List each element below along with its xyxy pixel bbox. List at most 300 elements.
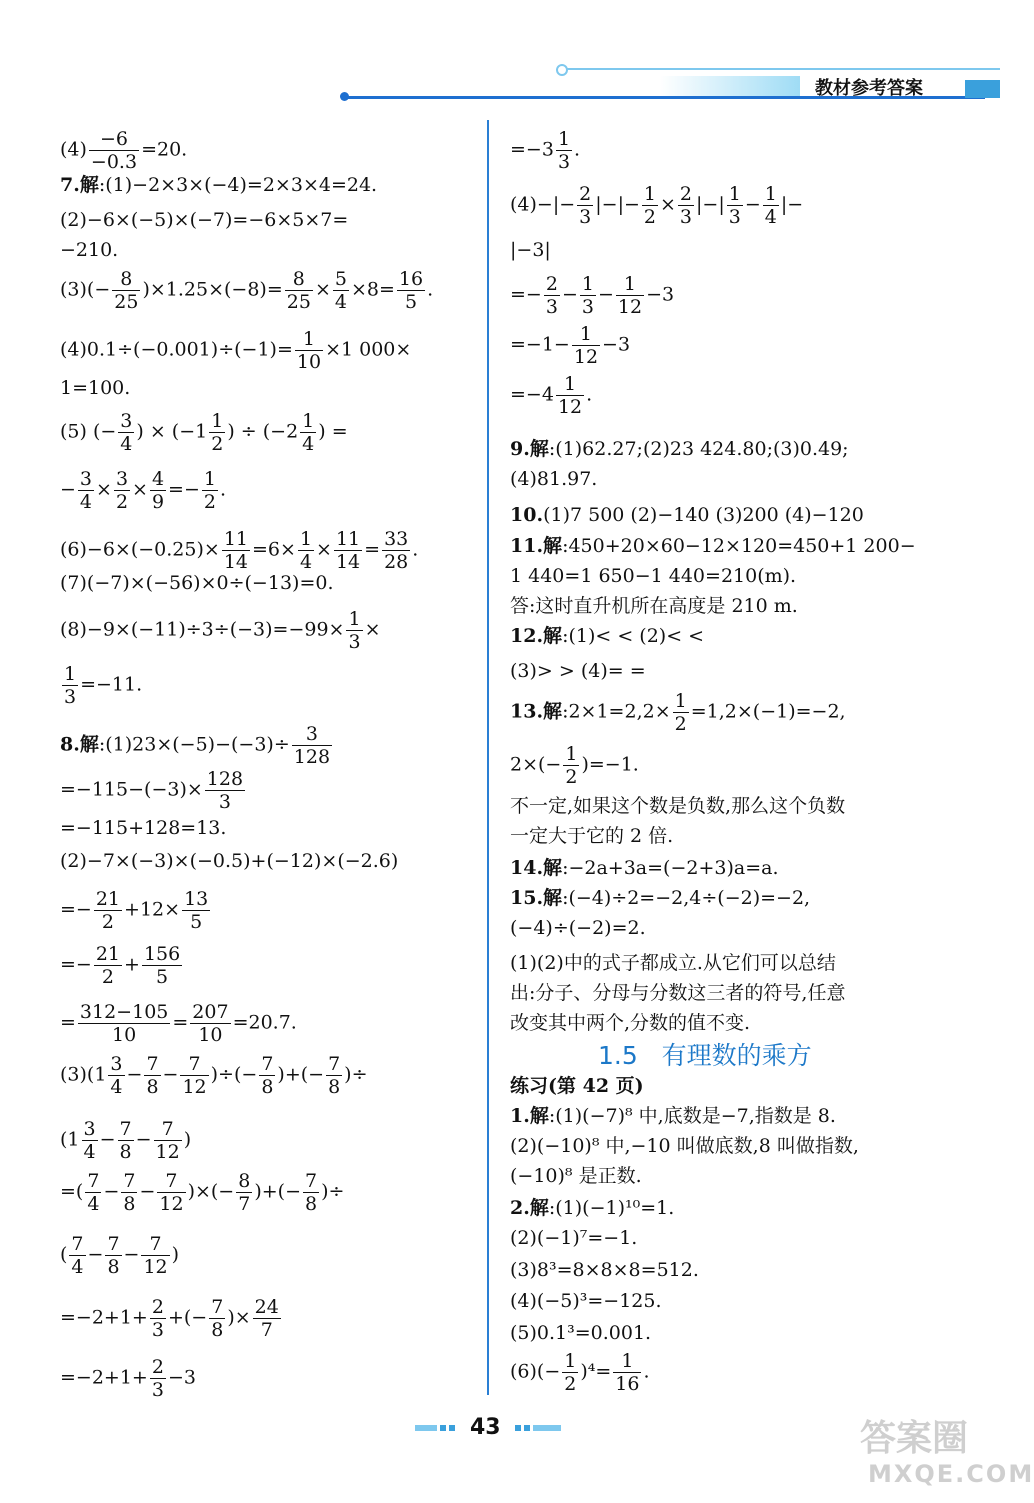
left-line [60,888,212,933]
denominator: 12 [557,396,583,418]
text-run: :(1)(−7)⁸ 中,底数是−7,指数是 8. [548,1105,836,1127]
numerator: 1 [203,468,216,490]
text-run: )÷ [321,1180,345,1203]
column-divider [487,120,489,1395]
text-run: × [96,478,112,501]
text-run: ) [171,1243,180,1266]
text-run: (5) (− [60,420,117,443]
numerator: 1 [295,328,323,351]
right-line [510,853,779,883]
denominator: 4 [764,206,777,228]
right-line [510,1161,642,1191]
fraction [580,273,596,318]
numerator: 7 [107,1233,120,1255]
fraction [78,1001,170,1046]
left-line [60,846,398,876]
right-line [510,1223,637,1253]
fraction [205,768,245,813]
text-run: )+(− [277,1063,325,1086]
text-run: × [132,478,148,501]
text-run: −3 [602,333,631,356]
denominator: 5 [190,911,203,933]
text-run: − [162,1063,179,1086]
right-line [510,591,798,621]
denominator: 8 [107,1256,120,1278]
text-run: =6× [252,538,296,561]
text-run: :(1)< < (2)< < [562,625,705,647]
fraction [577,183,593,228]
watermark-url: MXQE.COM [868,1460,1034,1488]
denominator: 7 [238,1193,251,1215]
header-title: 教材参考答案 [815,78,923,99]
text-run: (2)−7×(−3)×(−0.5)+(−12)×(−2.6) [60,850,399,872]
numerator: 1 [728,183,741,205]
numerator: 1 [299,528,313,550]
denominator: 4 [79,491,93,513]
text-run: +(− [167,1306,208,1329]
left-line [60,328,411,373]
problem-label: 9.解 [510,438,549,460]
denominator: 2 [115,491,129,513]
fraction [285,268,313,313]
numerator: 1 [211,410,224,432]
fraction [300,410,316,455]
denominator: 3 [218,791,231,813]
text-run: (2)−6×(−5)×(−7)=−6×5×7= [60,209,349,231]
header-block [965,80,1000,98]
numerator: 11 [223,528,248,550]
numerator: 128 [206,768,244,790]
numerator: 2 [151,1296,164,1318]
numerator: 11 [335,528,361,550]
denominator: 8 [119,1141,132,1163]
numerator: 2 [579,183,592,205]
text-run: =− [510,283,542,306]
text-run: = [364,538,381,561]
denominator: 3 [581,296,594,318]
numerator: 1 [616,273,644,296]
text-run: (2)(−10)⁸ 中,−10 叫做底数,8 叫做指数, [510,1135,859,1157]
fraction [259,1053,275,1098]
left-line [60,663,142,708]
left-line [60,568,334,598]
text-run: . [586,383,593,406]
numerator: 33 [384,528,409,550]
left-line [60,235,118,265]
numerator: 2 [151,1356,164,1378]
fraction [114,468,130,513]
numerator: 21 [95,888,121,910]
right-line [510,1101,836,1131]
numerator: 7 [261,1053,274,1075]
numerator: 2 [679,183,693,205]
fraction [295,328,323,373]
right-line [510,235,551,265]
header-dot [340,92,349,101]
right-line [510,1131,859,1161]
numerator: 21 [95,943,121,965]
denominator: 25 [286,291,311,313]
numerator: 1 [556,373,584,396]
fraction [150,1356,166,1401]
numerator: 2 [545,273,558,295]
fraction [563,743,579,788]
fraction [292,723,332,768]
right-line [510,273,674,318]
text-run: :(1)62.27;(2)23 424.80;(3)0.49; [548,438,849,460]
text-run: + [124,953,140,976]
text-run: =−11. [80,673,143,696]
denominator: 5 [404,291,418,313]
text-run: ×1 000× [325,338,412,361]
right-line [510,690,846,735]
fraction [382,528,410,573]
fraction [78,468,94,513]
fraction [82,1118,98,1163]
section-number: 1.5 [598,1041,638,1070]
text-run: . [574,138,581,161]
denominator: 8 [305,1193,318,1215]
text-run: . [643,1360,650,1383]
fraction [154,1118,182,1163]
numerator: 1 [643,183,656,205]
numerator: 207 [192,1001,229,1023]
fraction [142,943,182,988]
denominator: 3 [579,206,592,228]
right-line [510,373,592,418]
numerator: 7 [119,1118,132,1140]
text-run: =( [60,1180,84,1203]
numerator: 1 [613,1350,641,1373]
denominator: 8 [261,1076,274,1098]
right-line [510,434,849,464]
right-line [510,978,845,1008]
right-line [510,743,639,788]
text-run: − [123,1243,140,1266]
text-run: =−115−(−3)× [60,778,203,801]
right-line [510,1350,650,1395]
text-run: (4) [60,138,87,161]
fraction [209,1296,225,1341]
fraction [303,1170,319,1215]
text-run: |−| [696,193,725,216]
denominator: 14 [223,551,248,573]
numerator: 7 [123,1170,136,1192]
text-run: ) [183,1128,192,1151]
text-run: − [60,478,76,501]
fraction [144,1053,160,1098]
fraction [673,690,689,735]
right-line [510,1255,699,1285]
numerator: 7 [328,1053,341,1075]
text-run: . [427,278,434,301]
numerator: 156 [143,943,181,965]
denominator: 3 [679,206,693,228]
text-run: (−4)÷(−2)=2. [510,917,646,939]
numerator: 3 [292,723,332,746]
right-line [510,621,704,651]
denominator: 4 [83,1141,96,1163]
text-run: . [412,538,419,561]
fraction [112,268,140,313]
text-run: ( [60,1243,68,1266]
denominator: 12 [159,1193,184,1215]
text-run: :(1)(−1)¹⁰=1. [548,1197,675,1219]
left-line [60,373,130,403]
numerator: 7 [154,1118,182,1141]
text-run: . [219,478,227,501]
numerator: 7 [146,1053,159,1075]
denominator: 4 [71,1256,84,1278]
denominator: 2 [101,911,114,933]
text-run: (1)(2)中的式子都成立.从它们可以总结 [510,952,836,974]
text-run: (8)−9×(−11)÷3÷(−3)=−99× [60,618,345,641]
fraction [62,663,78,708]
fraction [94,888,122,933]
problem-label: 14.解 [510,857,563,879]
text-run: =−3 [510,138,554,161]
denominator: 12 [155,1141,180,1163]
text-run: =20.7. [232,1011,297,1034]
text-run: =−1− [510,333,570,356]
problem-label: 练习(第 42 页) [510,1075,644,1097]
text-run: × [364,618,381,641]
fraction [236,1170,252,1215]
numerator: 7 [141,1233,169,1256]
text-run: − [561,283,578,306]
denominator: 8 [146,1076,159,1098]
text-run: (7)(−7)×(−56)×0÷(−13)=0. [60,572,334,594]
denominator: 10 [198,1024,223,1046]
text-run: :−2a+3a=(−2+3)a=a. [562,857,779,879]
denominator: 3 [545,296,558,318]
text-run: (4)0.1÷(−0.001)÷(−1)= [60,338,293,361]
header-dot-top [556,64,568,76]
numerator: 24 [254,1296,279,1318]
numerator: 1 [565,743,578,765]
right-line [510,1318,651,1348]
fraction [544,273,560,318]
text-run: − [126,1063,143,1086]
denominator: 2 [203,491,216,513]
text-run: − [87,1243,104,1266]
page-number: 43 [470,1415,501,1440]
numerator: 8 [112,268,140,291]
left-line [60,1296,283,1341]
right-line [510,1071,644,1101]
text-run: ) × (−1 [136,420,208,443]
denominator: 4 [334,291,347,313]
left-line [60,128,187,173]
fraction [89,128,139,173]
text-run: =−4 [510,383,554,406]
text-run: ) ÷ (−2 [227,420,299,443]
text-run: (4)(−5)³=−125. [510,1290,662,1312]
numerator: 3 [120,410,133,432]
text-run: =−2+1+ [60,1306,148,1329]
text-run: :450+20×60−12×120=450+1 200− [562,535,916,557]
left-line [60,768,247,813]
fraction [222,528,250,573]
fraction [180,1053,208,1098]
denominator: 8 [211,1319,224,1341]
left-line [60,205,348,235]
fraction [616,273,644,318]
right-line [510,1193,674,1223]
denominator: 8 [123,1193,136,1215]
section-title: 有理数的乘方 [661,1041,812,1070]
denominator: 25 [114,291,139,313]
numerator: 3 [79,468,93,490]
text-run: −3 [167,1366,196,1389]
fraction [141,1233,169,1278]
text-run: (3)> > (4)= = [510,660,646,682]
denominator: 2 [564,1373,577,1395]
text-run: :(1)−2×3×(−4)=2×3×4=24. [98,174,378,196]
left-line [60,608,380,653]
text-run: − [99,1128,116,1151]
problem-label: 12.解 [510,625,563,647]
text-run: ) = [318,420,348,443]
fraction [562,1350,578,1395]
numerator: 7 [157,1170,185,1193]
text-run: (2)(−1)⁷=−1. [510,1227,638,1249]
fraction [150,1296,166,1341]
denominator: 3 [348,631,361,653]
left-line [60,528,418,573]
denominator: −0.3 [90,151,138,173]
numerator: 1 [557,128,571,150]
text-run: × [314,278,331,301]
left-line [60,468,226,513]
numerator: 1 [764,183,777,205]
fraction [556,373,584,418]
numerator: 7 [211,1296,224,1318]
text-run: )÷ [344,1063,368,1086]
text-run: (1)7 500 (2)−140 (3)200 (4)−120 [543,504,864,526]
fraction [150,468,166,513]
text-run: − [744,193,761,216]
page-number-deco-left [415,1424,460,1432]
text-run: )⁴= [580,1360,612,1383]
text-run: (1 [60,1128,80,1151]
left-line [60,1170,344,1215]
fraction [202,468,218,513]
text-run: (3)(1 [60,1063,107,1086]
right-line [510,500,864,530]
numerator: 8 [238,1170,251,1192]
text-run: =20. [141,138,188,161]
text-run: |− [780,193,804,216]
numerator: 1 [572,323,600,346]
fraction [333,268,349,313]
denominator: 2 [565,766,578,788]
left-line [60,170,377,200]
numerator: 1 [64,663,77,685]
denominator: 3 [64,686,77,708]
text-run: =1,2×(−1)=−2, [690,700,846,723]
fraction [763,183,779,228]
denominator: 4 [110,1076,123,1098]
text-run: 答:这时直升机所在高度是 210 m. [510,595,798,617]
watermark-logo: 答案圈 [860,1418,969,1459]
problem-label: 2.解 [510,1197,549,1219]
problem-label: 13.解 [510,700,563,723]
denominator: 2 [101,966,114,988]
fraction [118,410,134,455]
text-run: |−|− [595,193,640,216]
header-rule-top [560,68,1000,70]
fraction [334,528,362,573]
numerator: 1 [674,690,687,712]
denominator: 16 [615,1373,640,1395]
denominator: 12 [617,296,643,318]
right-line [510,323,630,368]
problem-label: 7.解 [60,174,99,196]
text-run: −3 [646,283,675,306]
denominator: 4 [302,433,315,455]
numerator: 7 [71,1233,84,1255]
numerator: 1 [581,273,594,295]
denominator: 2 [211,433,224,455]
numerator: 3 [115,468,129,490]
text-run: 1=100. [60,377,131,399]
text-run: )×(− [187,1180,235,1203]
problem-label: 11.解 [510,535,563,557]
right-line [510,1008,750,1038]
fraction [556,128,572,173]
text-run: − [103,1180,120,1203]
text-run: (4)81.97. [510,468,598,490]
text-run: (5)0.1³=0.001. [510,1322,652,1344]
numerator: 7 [87,1170,100,1192]
right-line [510,183,803,228]
right-line [510,656,646,686]
right-line [510,913,646,943]
numerator: 1 [302,410,315,432]
fraction [613,1350,641,1395]
numerator: 7 [180,1053,208,1076]
numerator: 16 [398,268,424,290]
page-number-deco-right [515,1424,565,1432]
fraction [253,1296,281,1341]
right-line [510,1286,662,1316]
left-line [60,1233,179,1278]
denominator: 12 [143,1256,168,1278]
header-gradient [660,76,800,96]
text-run: − [135,1128,152,1151]
denominator: 3 [151,1379,164,1401]
text-run: (3)8³=8×8×8=512. [510,1259,699,1281]
right-line [510,821,673,851]
fraction [108,1053,124,1098]
numerator: 312−105 [79,1001,169,1023]
text-run: )+(− [254,1180,301,1203]
fraction [118,1118,134,1163]
text-run: )× [227,1306,251,1329]
numerator: 13 [184,888,209,910]
denominator: 3 [151,1319,164,1341]
numerator: 7 [305,1170,318,1192]
fraction [209,410,225,455]
denominator: 5 [156,966,169,988]
text-run: =− [168,478,200,501]
denominator: 2 [643,206,656,228]
problem-label: 15.解 [510,887,563,909]
text-run: (−10)⁸ 是正数. [510,1165,642,1187]
text-run: 出:分子、分母与分数这三者的符号,任意 [510,982,846,1004]
text-run: × [660,193,676,216]
